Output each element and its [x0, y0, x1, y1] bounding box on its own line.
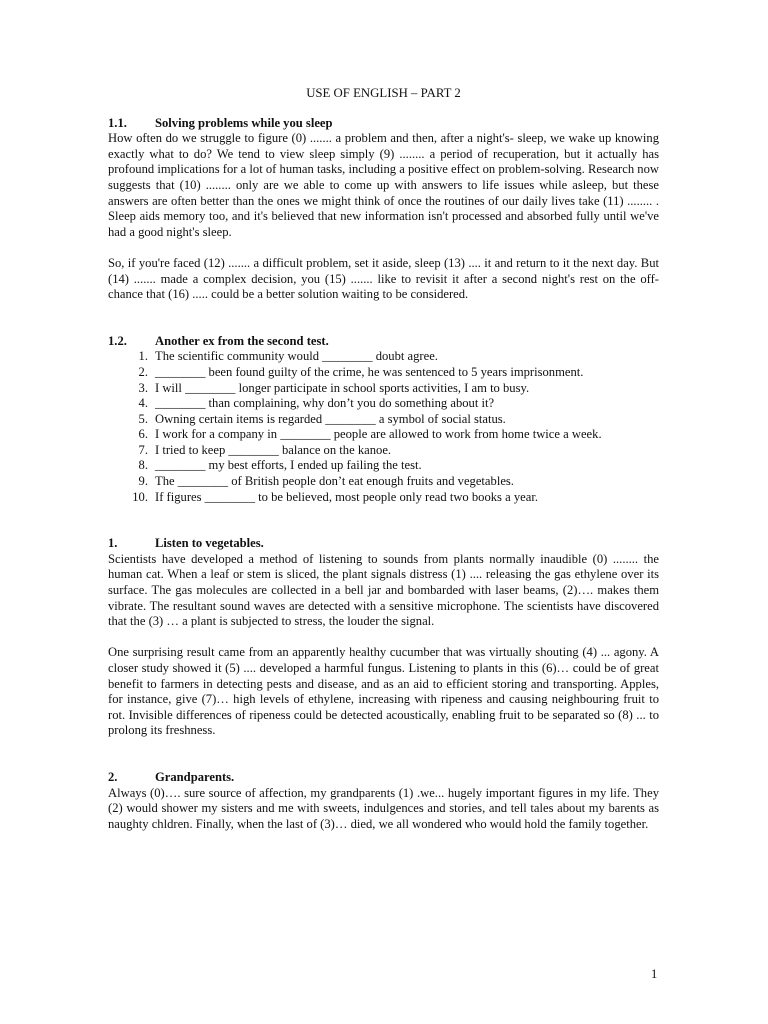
list-item: [108, 412, 659, 428]
section-number: 1.: [108, 536, 118, 551]
list-item: [108, 490, 659, 506]
section-title: Solving problems while you sleep: [155, 115, 333, 130]
item-text: I tried to keep ________ balance on the kanoe.: [155, 442, 392, 457]
section-solving-problems: [108, 116, 659, 303]
paragraph: So, if you're faced (12) ....... a difficult problem, set it aside, sleep (13) .... it and return to it the next day. But (14) ....... made a complex decision, you (15) ....... like to revisit it after a second night's rest on the off-chance that (16) ..... could be a better solution waiting to be considered.: [108, 255, 659, 302]
paragraph: Always (0)…. sure source of affection, my grandparents (1) .we... hugely important figures in my life. They (2) would shower my sisters and me with sweets, indulgences and stories, and tell tales about my barents as naughty chldren. Finally, when the last of (3)… died, we all wondered who would hold the family together.: [108, 785, 659, 831]
list-item: [108, 458, 659, 474]
item-number: 4.: [138, 396, 148, 411]
item-text: ________ been found guilty of the crime, he was sentenced to 5 years imprisonment.: [155, 364, 584, 379]
item-text: If figures ________ to be believed, most people only read two books a year.: [155, 489, 538, 504]
item-number: 7.: [138, 442, 148, 457]
paragraph: Scientists have developed a method of listening to sounds from plants normally inaudible (0) ........ the human cat. When a leaf or stem is sliced, the plant signals distress (1) .... releasing the gas ethylene over its surface. The gas molecules are collected in a bell jar and bombarded with laser beams, (2)…. makes them vibrate. The resultant sound waves are detected with a sensitive microphone. The scientists have discovered that the (3) … a plant is subjected to stress, the louder the signal.: [108, 551, 659, 629]
list-item: [108, 427, 659, 443]
paragraph: How often do we struggle to figure (0) ....... a problem and then, after a night's- sleep, we wake up knowing exactly what to do? We tend to view sleep simply (9) ........ a period of recuperation, but it actually has profound implications for a lot of human tasks, including a positive effect on problem-solving. Research now suggests that (10) ........ only are we able to come up with answers to life issues while asleep, but these answers are often better than the ones we might think of once the routines of our daily lives take (11) ........ . Sleep aids memory too, and it's believed that new information isn't processed and absorbed fully until we've had a good night's sleep.: [108, 131, 659, 239]
item-text: The ________ of British people don’t eat enough fruits and vegetables.: [155, 474, 514, 489]
list-item: [108, 381, 659, 397]
section-title: Listen to vegetables.: [155, 536, 264, 551]
item-text: I will ________ longer participate in school sports activities, I am to busy.: [155, 380, 530, 395]
list-item: [108, 349, 659, 365]
item-text: ________ than complaining, why don’t you do something about it?: [155, 396, 495, 411]
list-item: [108, 396, 659, 412]
exercise-list: [108, 349, 659, 505]
section-heading: [108, 116, 659, 132]
item-text: Owning certain items is regarded ________ a symbol of social status.: [155, 411, 506, 426]
item-number: 5.: [138, 411, 148, 426]
list-item: [108, 443, 659, 459]
item-number: 10.: [132, 489, 148, 504]
section-number: 1.2.: [108, 333, 127, 348]
item-text: I work for a company in ________ people are allowed to work from home twice a week.: [155, 427, 602, 442]
item-number: 2.: [138, 364, 148, 379]
section-listen-to-vegetables: [108, 536, 659, 739]
section-title: Another ex from the second test.: [155, 333, 329, 348]
list-item: [108, 474, 659, 490]
item-number: 3.: [138, 380, 148, 395]
section-grandparents: [108, 770, 659, 832]
section-number: 1.1.: [108, 115, 127, 130]
item-number: 8.: [138, 458, 148, 473]
section-heading: [108, 536, 659, 552]
item-number: 9.: [138, 474, 148, 489]
item-text: The scientific community would ________ doubt agree.: [155, 349, 438, 364]
section-number: 2.: [108, 769, 118, 784]
section-second-test: [108, 334, 659, 506]
page-number: 1: [651, 967, 658, 981]
document-title: USE OF ENGLISH – PART 2: [306, 86, 461, 100]
section-heading: [108, 334, 659, 350]
document-page: [108, 86, 659, 832]
section-title: Grandparents.: [155, 769, 235, 784]
item-number: 1.: [138, 349, 148, 364]
section-heading: [108, 770, 659, 786]
item-text: ________ my best efforts, I ended up failing the test.: [155, 458, 422, 473]
item-number: 6.: [138, 427, 148, 442]
paragraph: One surprising result came from an apparently healthy cucumber that was virtually shouting (4) ... agony. A closer study showed it (5) .... developed a harmful fungus. Listening to plants in this (6)… could be of great benefit to farmers in detecting pests and disease, and as an aid to efficient storing and transporting. Apples, for instance, give (7)… high levels of ethylene, increasing with ripeness and causing neighbouring fruit to rot. Invisible differences of ripeness could be detected acoustically, enabling fruit to be separated so (8) ... to prolong its freshness.: [108, 645, 659, 738]
list-item: [108, 365, 659, 381]
